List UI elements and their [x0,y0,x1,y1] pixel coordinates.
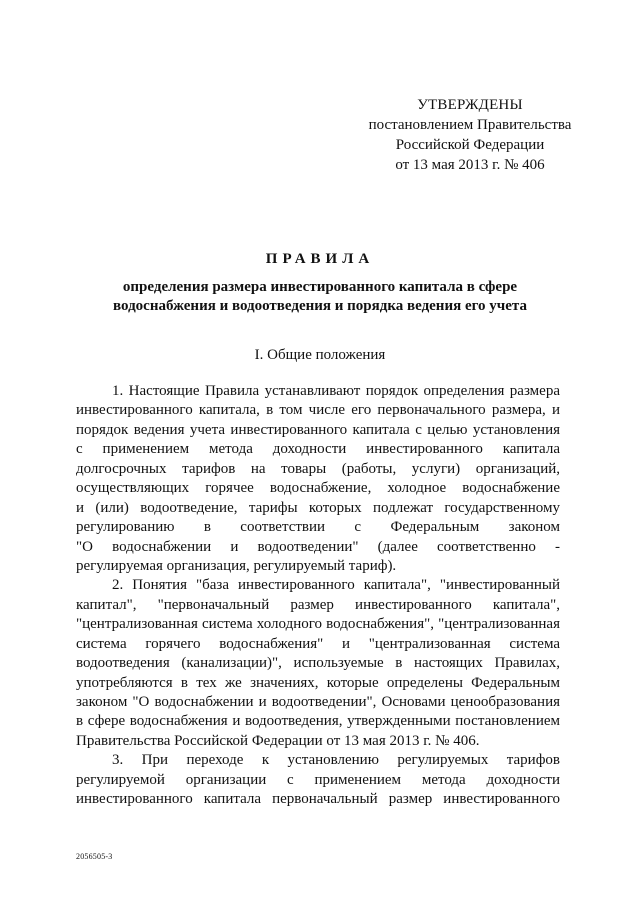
approval-heading: УТВЕРЖДЕНЫ [417,97,523,113]
paragraph-2-line: в сфере водоснабжения и водоотведения, утвержденными постановлением [76,713,560,730]
paragraph-2-line: законом "О водоснабжении и водоотведении", Основами ценообразования [76,694,560,710]
subtitle-line: определения размера инвестированного капитала в сфере [122,279,518,295]
paragraph-2-line: 2. Понятия "база инвестированного капитала", "инвестированный [112,577,560,594]
paragraph-1-line: осуществляющих горячее водоснабжение, холодное водоснабжение [76,480,560,497]
approval-line: от 13 мая 2013 г. № 406 [395,157,545,173]
paragraph-1-line: инвестированного капитала, в том числе его первоначального размера, и [76,402,560,419]
paragraph-1-line: регулируемая организация, регулируемый тариф). [76,557,397,574]
paragraph-1-line: порядок ведения учета инвестированного капитала с целью установления [76,421,560,438]
paragraph-2-line: водоотведения (канализации)", используемые в настоящих Правилах, [76,655,560,672]
paragraph-2-line: "централизованная система холодного водоснабжения", "централизованная [76,616,560,633]
section-heading: I. Общие положения [254,347,386,363]
paragraph-2-line: система горячего водоснабжения" и "централизованная система [76,635,560,652]
paragraph-3-line: 3. При переходе к установлению регулируемых тарифов [112,752,560,769]
paragraph-3-line: инвестированного капитала первоначальный размер инвестированного [76,791,560,808]
paragraph-3-line: регулируемой организации с применением метода доходности [76,771,560,788]
approval-line: постановлением Правительства [368,117,572,133]
paragraph-2-line: употребляются в тех же значениях, которые определены Федеральным [76,674,560,691]
approval-line: Российской Федерации [395,137,545,153]
document-title: ПРАВИЛА [265,251,375,267]
paragraph-2-line: капитал", "первоначальный размер инвестированного капитала", [76,596,560,613]
paragraph-1-line: "О водоснабжении и водоотведении" (далее соответственно - [76,538,560,555]
document-subtitle [80,278,560,316]
body-text [76,382,560,810]
approval-stamp [360,95,580,175]
paragraph-1-line: 1. Настоящие Правила устанавливают порядок определения размера [112,383,560,399]
subtitle-line: водоснабжения и водоотведения и порядка ведения его учета [113,298,527,314]
paragraph-1-line: и (или) водоотведение, тарифы которых подлежат государственному [76,499,560,516]
document-code: 2056505-3 [76,852,113,861]
paragraph-2-line: Правительства Российской Федерации от 13 мая 2013 г. № 406. [76,732,480,749]
paragraph-1-line: регулированию в соответствии с Федеральным законом [76,519,560,536]
paragraph-1-line: долгосрочных тарифов на товары (работы, услуги) организаций, [76,460,560,477]
paragraph-1-line: с применением метода доходности инвестированного капитала [76,441,560,458]
